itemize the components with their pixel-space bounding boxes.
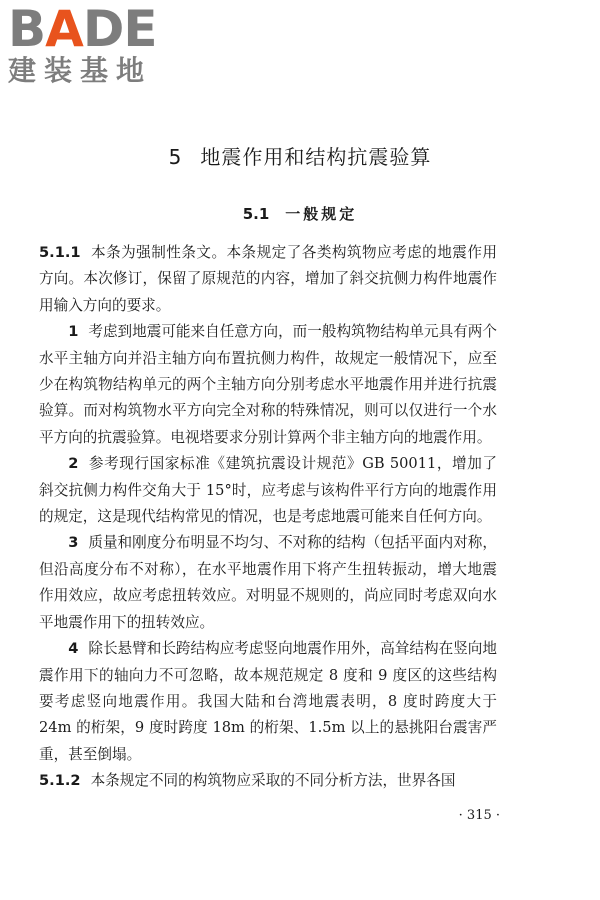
clause-text: 本条为强制性条文。本条规定了各类构筑物应考虑的地震作用方向。本次修订，保留了原规范的内容，增加了斜交抗侧力构件地震作用输入方向的要求。 (39, 244, 497, 314)
list-item (39, 451, 497, 530)
clause-number: 5.1.2 (39, 772, 81, 790)
section-title-text: 一般规定 (285, 205, 358, 223)
list-item (39, 636, 497, 768)
page-number: · 315 · (458, 808, 500, 823)
list-item (39, 530, 497, 636)
clause-paragraph (39, 768, 497, 794)
logo-wordmark: BADE (8, 0, 157, 58)
list-item (39, 319, 497, 451)
chapter-number: 5 (168, 145, 183, 169)
section-number: 5.1 (242, 205, 270, 223)
chapter-title-text: 地震作用和结构抗震验算 (200, 145, 432, 169)
item-text: 参考现行国家标准《建筑抗震设计规范》GB 50011，增加了斜交抗侧力构件交角大于 15°时，应考虑与该构件平行方向的地震作用的规定，这是现代结构常见的情况，也是考虑地震可能来自任何方向。 (39, 455, 497, 526)
clause-text: 本条规定不同的构筑物应采取的不同分析方法，世界各国 (90, 772, 456, 790)
item-text: 除长悬臂和长跨结构应考虑竖向地震作用外，高耸结构在竖向地震作用下的轴向力不可忽略，故本规范规定 8 度和 9 度区的这些结构要考虑竖向地震作用。我国大陆和台湾地震表明，8 度时跨度大于 24m 的桁架，9 度时跨度 18m 的桁架、1.5m 以上的悬挑阳台震害严重，甚至倒塌。 (39, 640, 497, 763)
chapter-title (0, 143, 600, 171)
logo (8, 0, 178, 88)
logo-subtitle: 建装基地 (8, 54, 153, 87)
item-number: 1 (68, 323, 79, 341)
clause-paragraph (39, 240, 497, 319)
body-text (39, 240, 497, 795)
item-number: 3 (68, 534, 79, 552)
item-number: 4 (68, 640, 79, 658)
clause-number: 5.1.1 (39, 244, 81, 261)
item-text: 考虑到地震可能来自任意方向，而一般构筑物结构单元具有两个水平主轴方向并沿主轴方向布置抗侧力构件，故规定一般情况下，应至少在构筑物结构单元的两个主轴方向分别考虑水平地震作用并进行抗震验算。而对构筑物水平方向完全对称的特殊情况，则可以仅进行一个水平方向的抗震验算。电视塔要求分别计算两个非主轴方向的地震作用。 (39, 323, 497, 446)
section-title (0, 203, 600, 225)
item-number: 2 (68, 455, 79, 473)
item-text: 质量和刚度分布明显不均匀、不对称的结构（包括平面内对称，但沿高度分布不对称），在水平地震作用下将产生扭转振动，增大地震作用效应，故应考虑扭转效应。对明显不规则的，尚应同时考虑双向水平地震作用下的扭转效应。 (39, 534, 497, 631)
